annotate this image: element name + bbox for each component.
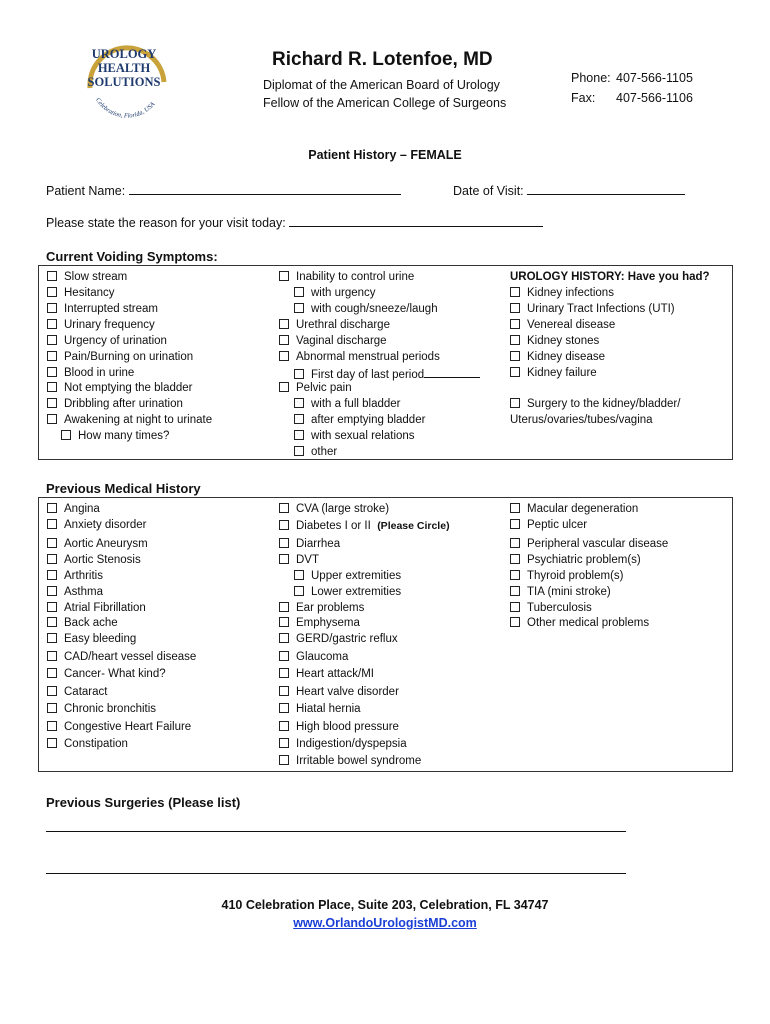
credential-college: Fellow of the American College of Surgeons xyxy=(263,96,507,110)
checkbox-item[interactable] xyxy=(294,286,376,300)
checkbox-item[interactable] xyxy=(47,569,103,583)
checkbox-label: Irritable bowel syndrome xyxy=(296,755,422,767)
checkbox-item[interactable] xyxy=(510,585,611,599)
checkbox[interactable] xyxy=(47,351,57,361)
checkbox-item[interactable] xyxy=(47,397,183,411)
checkbox-label: Heart attack/MI xyxy=(296,668,374,680)
checkbox-item[interactable] xyxy=(279,381,352,395)
checkbox-label: Aortic Aneurysm xyxy=(64,538,148,550)
checkbox-item[interactable] xyxy=(510,518,587,532)
date-of-visit-blank[interactable] xyxy=(527,182,685,195)
checkbox-item[interactable] xyxy=(279,616,360,630)
checkbox[interactable] xyxy=(47,319,57,329)
checkbox-item[interactable] xyxy=(510,286,614,300)
checkbox[interactable] xyxy=(510,554,520,564)
diabetes-types: I or II xyxy=(344,520,371,532)
checkbox[interactable] xyxy=(510,335,520,345)
checkbox[interactable] xyxy=(294,398,304,408)
checkbox-item[interactable] xyxy=(47,737,128,751)
voiding-section-title: Current Voiding Symptoms: xyxy=(46,249,218,264)
checkbox[interactable] xyxy=(47,738,57,748)
medical-history-box xyxy=(38,497,733,772)
checkbox-label: Kidney disease xyxy=(527,351,605,363)
checkbox-label: Easy bleeding xyxy=(64,633,137,645)
checkbox-item[interactable] xyxy=(279,553,319,567)
checkbox[interactable] xyxy=(510,367,520,377)
checkbox-item[interactable] xyxy=(47,537,148,551)
checkbox-label: Blood in urine xyxy=(64,367,135,379)
form-title: Patient History – FEMALE xyxy=(308,148,462,162)
checkbox-item[interactable] xyxy=(279,334,387,348)
checkbox[interactable] xyxy=(47,414,57,424)
checkbox-label: with cough/sneeze/laugh xyxy=(311,303,438,315)
logo-text-health: HEALTH xyxy=(97,61,151,75)
checkbox[interactable] xyxy=(510,538,520,548)
checkbox-label: Atrial Fibrillation xyxy=(64,602,146,614)
checkbox[interactable] xyxy=(510,570,520,580)
checkbox-label: Indigestion/dyspepsia xyxy=(296,738,407,750)
checkbox-item[interactable] xyxy=(279,650,348,664)
checkbox[interactable] xyxy=(294,446,304,456)
checkbox[interactable] xyxy=(294,570,304,580)
checkbox-item[interactable] xyxy=(294,569,401,583)
checkbox[interactable] xyxy=(47,703,57,713)
checkbox[interactable] xyxy=(294,586,304,596)
checkbox-label: Cataract xyxy=(64,686,108,698)
checkbox[interactable] xyxy=(294,303,304,313)
checkbox-item[interactable] xyxy=(279,754,421,768)
checkbox-item[interactable] xyxy=(47,518,146,532)
checkbox[interactable] xyxy=(47,519,57,529)
checkbox-item[interactable] xyxy=(47,650,196,664)
checkbox-item[interactable] xyxy=(47,334,167,348)
checkbox[interactable] xyxy=(279,319,289,329)
checkbox-item[interactable] xyxy=(279,350,440,364)
surgeries-line-1[interactable] xyxy=(46,831,626,832)
checkbox-item[interactable] xyxy=(510,616,649,630)
checkbox-label: Arthritis xyxy=(64,570,103,582)
checkbox-item[interactable] xyxy=(279,519,450,533)
checkbox-label: Not emptying the bladder xyxy=(64,382,193,394)
checkbox-item[interactable] xyxy=(279,270,414,284)
checkbox-label: Macular degeneration xyxy=(527,503,639,515)
logo-text-solutions: SOLUTIONS xyxy=(87,75,161,89)
checkbox-label: Interrupted stream xyxy=(64,303,158,315)
checkbox-label: with urgency xyxy=(311,287,376,299)
checkbox[interactable] xyxy=(279,554,289,564)
checkbox[interactable] xyxy=(279,668,289,678)
fax-value: 407-566-1106 xyxy=(616,91,693,105)
checkbox-item[interactable] xyxy=(47,381,193,395)
checkbox-item[interactable] xyxy=(279,537,340,551)
date-of-visit-field[interactable] xyxy=(453,182,685,198)
checkbox-label: Other medical problems xyxy=(527,617,650,629)
checkbox-item[interactable] xyxy=(47,632,136,646)
checkbox[interactable] xyxy=(294,369,304,379)
checkbox[interactable] xyxy=(47,335,57,345)
checkbox[interactable] xyxy=(510,586,520,596)
checkbox[interactable] xyxy=(279,538,289,548)
checkbox[interactable] xyxy=(279,721,289,731)
checkbox-item[interactable] xyxy=(279,502,389,516)
checkbox-label: with sexual relations xyxy=(311,430,415,442)
checkbox[interactable] xyxy=(294,414,304,424)
checkbox-item[interactable] xyxy=(47,286,115,300)
checkbox-label: Anxiety disorder xyxy=(64,519,147,531)
checkbox[interactable] xyxy=(294,430,304,440)
checkbox[interactable] xyxy=(47,538,57,548)
checkbox-label: Dribbling after urination xyxy=(64,398,183,410)
checkbox[interactable] xyxy=(47,668,57,678)
checkbox-label: Urethral discharge xyxy=(296,319,390,331)
checkbox[interactable] xyxy=(279,686,289,696)
checkbox[interactable] xyxy=(47,503,57,513)
surgeries-line-2[interactable] xyxy=(46,873,626,874)
checkbox-item[interactable] xyxy=(47,702,156,716)
checkbox-item[interactable] xyxy=(47,720,191,734)
phone-row xyxy=(571,71,693,85)
checkbox-label: Glaucoma xyxy=(296,651,349,663)
checkbox[interactable] xyxy=(47,721,57,731)
checkbox-label: How many times? xyxy=(78,430,170,442)
checkbox-label: High blood pressure xyxy=(296,721,399,733)
checkbox-label: Peptic ulcer xyxy=(527,519,588,531)
phone-value: 407-566-1105 xyxy=(616,71,693,85)
date-of-visit-label: Date of Visit: xyxy=(453,184,524,198)
checkbox[interactable] xyxy=(279,651,289,661)
checkbox-label: Slow stream xyxy=(64,271,128,283)
checkbox-label: Kidney failure xyxy=(527,367,597,379)
credential-board: Diplomat of the American Board of Urology xyxy=(263,78,500,92)
checkbox[interactable] xyxy=(47,570,57,580)
checkbox-label: Back ache xyxy=(64,617,118,629)
checkbox-label: CVA (large stroke) xyxy=(296,503,390,515)
checkbox-item[interactable] xyxy=(47,685,107,699)
checkbox-label: Upper extremities xyxy=(311,570,402,582)
checkbox[interactable] xyxy=(47,602,57,612)
logo-text-urology: UROLOGY xyxy=(91,47,157,61)
checkbox-item[interactable] xyxy=(294,397,401,411)
checkbox[interactable] xyxy=(279,602,289,612)
checkbox-item[interactable] xyxy=(510,569,624,583)
checkbox[interactable] xyxy=(47,287,57,297)
checkbox[interactable] xyxy=(510,617,520,627)
checkbox-label: Aortic Stenosis xyxy=(64,554,141,566)
checkbox[interactable] xyxy=(47,686,57,696)
checkbox-item[interactable] xyxy=(47,585,103,599)
checkbox-item[interactable] xyxy=(294,413,425,427)
checkbox-item[interactable] xyxy=(294,445,337,459)
checkbox-label: Hesitancy xyxy=(64,287,115,299)
checkbox[interactable] xyxy=(510,519,520,529)
last-period-blank[interactable] xyxy=(424,366,480,378)
checkbox-item[interactable] xyxy=(279,737,407,751)
surgeries-section-title: Previous Surgeries (Please list) xyxy=(46,795,241,810)
checkbox-label: Hiatal hernia xyxy=(296,703,361,715)
checkbox[interactable] xyxy=(279,503,289,513)
website-link[interactable]: www.OrlandoUrologistMD.com xyxy=(293,916,477,930)
checkbox-label: Constipation xyxy=(64,738,128,750)
checkbox-label: Emphysema xyxy=(296,617,360,629)
checkbox-label: Tuberculosis xyxy=(527,602,592,614)
checkbox[interactable] xyxy=(47,554,57,564)
checkbox-label: CAD/heart vessel disease xyxy=(64,651,197,663)
checkbox[interactable] xyxy=(510,503,520,513)
fax-row xyxy=(571,91,693,105)
checkbox-item[interactable] xyxy=(279,685,399,699)
checkbox[interactable] xyxy=(47,382,57,392)
checkbox-item[interactable] xyxy=(294,429,415,443)
checkbox[interactable] xyxy=(279,738,289,748)
checkbox-label: Psychiatric problem(s) xyxy=(527,554,641,566)
checkbox[interactable] xyxy=(47,271,57,281)
checkbox-label: Cancer- What kind? xyxy=(64,668,166,680)
checkbox[interactable] xyxy=(47,633,57,643)
checkbox-label: with a full bladder xyxy=(311,398,401,410)
checkbox-label: Congestive Heart Failure xyxy=(64,721,192,733)
checkbox[interactable] xyxy=(47,617,57,627)
checkbox[interactable] xyxy=(510,287,520,297)
checkbox-item[interactable] xyxy=(294,366,480,382)
checkbox-label: Abnormal menstrual periods xyxy=(296,351,440,363)
checkbox-item[interactable] xyxy=(294,585,401,599)
checkbox-item[interactable] xyxy=(47,302,158,316)
checkbox-item[interactable] xyxy=(47,318,155,332)
checkbox-item[interactable] xyxy=(279,720,399,734)
checkbox-item[interactable] xyxy=(510,334,599,348)
practice-logo xyxy=(78,30,172,124)
checkbox[interactable] xyxy=(47,303,57,313)
checkbox-item[interactable] xyxy=(47,366,134,380)
checkbox-label: Urinary frequency xyxy=(64,319,155,331)
checkbox-item[interactable] xyxy=(279,702,361,716)
checkbox-item[interactable] xyxy=(510,553,641,567)
checkbox-label: Heart valve disorder xyxy=(296,686,399,698)
checkbox-label: Diabetes xyxy=(296,520,342,532)
reason-label: Please state the reason for your visit today: xyxy=(46,216,286,230)
checkbox[interactable] xyxy=(47,651,57,661)
diabetes-note: (Please Circle) xyxy=(377,520,450,532)
patient-name-field[interactable] xyxy=(46,182,401,198)
checkbox-item[interactable] xyxy=(510,601,592,615)
checkbox-label: Surgery to the kidney/bladder/ xyxy=(527,398,681,410)
logo-arc-text: Celebration, Florida, USA xyxy=(94,96,157,120)
checkbox-item[interactable] xyxy=(47,502,100,516)
checkbox-label: Urgency of urination xyxy=(64,335,167,347)
checkbox[interactable] xyxy=(279,351,289,361)
checkbox-item[interactable] xyxy=(47,616,118,630)
checkbox-item[interactable] xyxy=(61,429,169,443)
checkbox-label: Kidney infections xyxy=(527,287,614,299)
checkbox-item[interactable] xyxy=(47,350,193,364)
phone-label: Phone: xyxy=(571,71,611,85)
checkbox-item[interactable] xyxy=(279,667,374,681)
footer-website-row xyxy=(0,916,770,930)
checkbox-label: Ear problems xyxy=(296,602,365,614)
checkbox-label: DVT xyxy=(296,554,319,566)
checkbox[interactable] xyxy=(279,520,289,530)
checkbox-label: after emptying bladder xyxy=(311,414,426,426)
checkbox-item[interactable] xyxy=(510,302,675,316)
checkbox-item[interactable] xyxy=(510,366,597,380)
checkbox-item[interactable] xyxy=(47,601,146,615)
checkbox-label: Pelvic pain xyxy=(296,382,352,394)
checkbox-label: Urinary Tract Infections (UTI) xyxy=(527,303,675,315)
checkbox-item[interactable] xyxy=(47,270,127,284)
fax-label: Fax: xyxy=(571,91,596,105)
checkbox-label: Angina xyxy=(64,503,100,515)
checkbox-item[interactable] xyxy=(510,537,668,551)
reason-field[interactable] xyxy=(46,214,543,230)
checkbox[interactable] xyxy=(510,602,520,612)
checkbox-label: Lower extremities xyxy=(311,586,402,598)
checkbox-item[interactable] xyxy=(279,632,398,646)
checkbox-label: Inability to control urine xyxy=(296,271,415,283)
urology-history-title: UROLOGY HISTORY: Have you had? xyxy=(510,271,710,283)
checkbox-label: GERD/gastric reflux xyxy=(296,633,398,645)
patient-name-blank[interactable] xyxy=(129,182,401,195)
checkbox[interactable] xyxy=(279,271,289,281)
checkbox-item[interactable] xyxy=(510,502,638,516)
checkbox[interactable] xyxy=(279,382,289,392)
checkbox-label: First day of last period xyxy=(311,369,425,381)
patient-name-label: Patient Name: xyxy=(46,184,126,198)
checkbox-label: Chronic bronchitis xyxy=(64,703,157,715)
checkbox[interactable] xyxy=(510,303,520,313)
medical-section-title: Previous Medical History xyxy=(46,481,201,496)
checkbox-label-continuation: Uterus/ovaries/tubes/vagina xyxy=(510,414,653,426)
voiding-symptoms-box xyxy=(38,265,733,460)
checkbox-label: Asthma xyxy=(64,586,103,598)
checkbox-item[interactable] xyxy=(47,667,166,681)
checkbox-label: Peripheral vascular disease xyxy=(527,538,669,550)
checkbox-item[interactable] xyxy=(510,397,680,411)
checkbox[interactable] xyxy=(279,755,289,765)
checkbox[interactable] xyxy=(61,430,71,440)
checkbox-label: TIA (mini stroke) xyxy=(527,586,611,598)
checkbox-label: Pain/Burning on urination xyxy=(64,351,194,363)
checkbox[interactable] xyxy=(510,351,520,361)
checkbox[interactable] xyxy=(510,319,520,329)
checkbox[interactable] xyxy=(279,633,289,643)
checkbox-item[interactable] xyxy=(294,302,438,316)
footer-address: 410 Celebration Place, Suite 203, Celebration, FL 34747 xyxy=(221,898,549,912)
checkbox[interactable] xyxy=(294,287,304,297)
checkbox-label: other xyxy=(311,446,338,458)
doctor-name: Richard R. Lotenfoe, MD xyxy=(272,49,493,70)
checkbox[interactable] xyxy=(47,398,57,408)
checkbox[interactable] xyxy=(510,398,520,408)
reason-blank[interactable] xyxy=(289,214,543,227)
checkbox-label: Venereal disease xyxy=(527,319,616,331)
checkbox-label: Kidney stones xyxy=(527,335,600,347)
checkbox-item[interactable] xyxy=(510,350,605,364)
checkbox-label: Diarrhea xyxy=(296,538,341,550)
checkbox-label: Thyroid problem(s) xyxy=(527,570,624,582)
checkbox-item[interactable] xyxy=(279,318,390,332)
checkbox-item[interactable] xyxy=(279,601,364,615)
checkbox-item[interactable] xyxy=(47,413,212,427)
checkbox[interactable] xyxy=(279,703,289,713)
checkbox[interactable] xyxy=(279,617,289,627)
checkbox-label: Vaginal discharge xyxy=(296,335,387,347)
checkbox[interactable] xyxy=(47,367,57,377)
checkbox-item[interactable] xyxy=(47,553,141,567)
checkbox[interactable] xyxy=(279,335,289,345)
checkbox-item[interactable] xyxy=(510,318,615,332)
checkbox-label: Awakening at night to urinate xyxy=(64,414,213,426)
checkbox[interactable] xyxy=(47,586,57,596)
